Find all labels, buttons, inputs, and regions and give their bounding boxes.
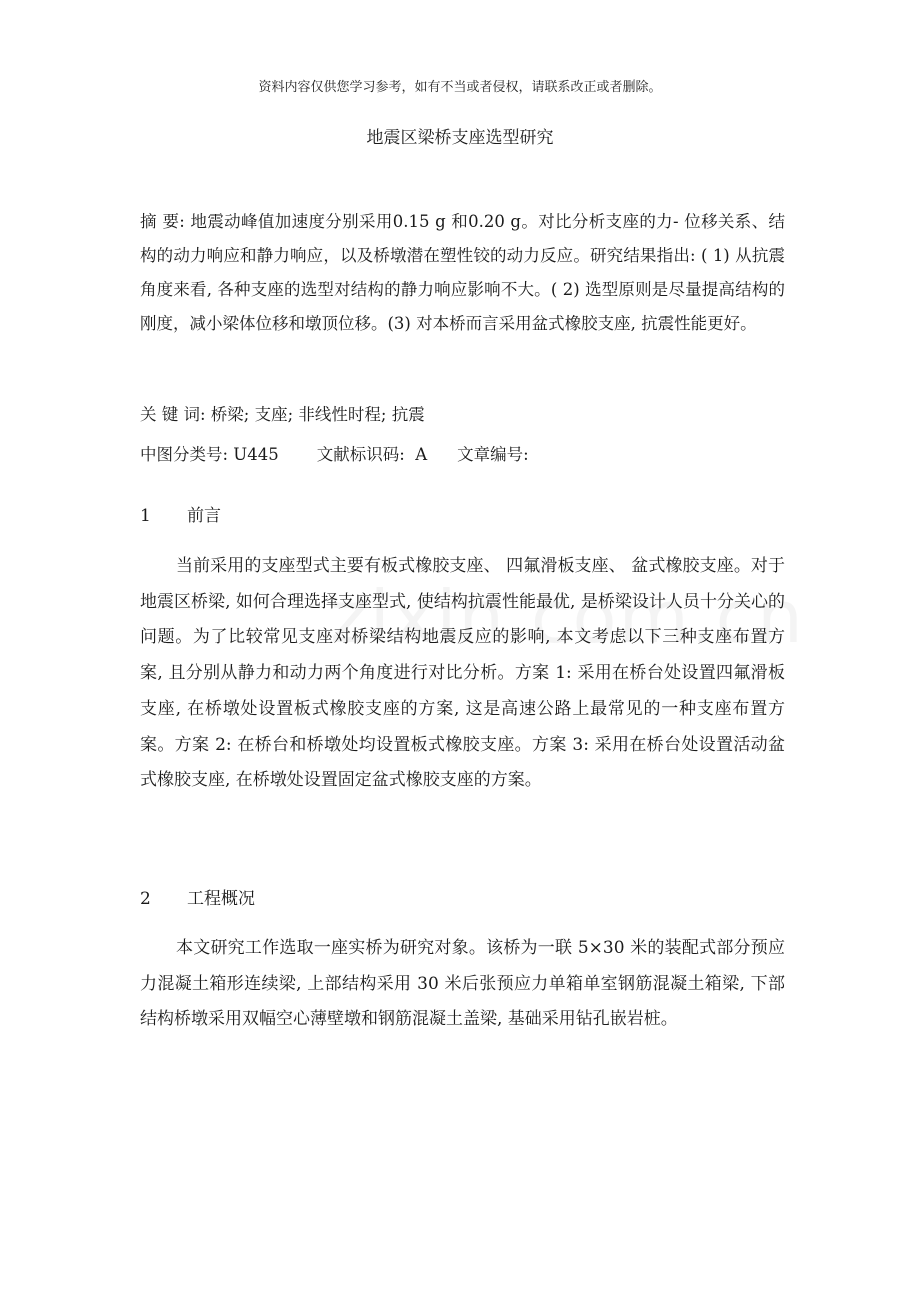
section-2-paragraph: 本文研究工作选取一座实桥为研究对象。该桥为一联 5×30 米的装配式部分预应力混凝土箱形连续梁, 上部结构采用 30 米后张预应力单箱单室钢筋混凝土箱梁, 下部结构桥墩采用双幅空心薄壁墩和钢筋混凝土盖梁, 基础采用钻孔嵌岩桩。 — [140, 938, 785, 1030]
article-number: 文章编号: — [457, 445, 529, 464]
keywords: 关 键 词: 桥梁; 支座; 非线性时程; 抗震 — [140, 405, 425, 424]
section-1-paragraph: 当前采用的支座型式主要有板式橡胶支座、 四氟滑板支座、 盆式橡胶支座。对于地震区桥梁, 如何合理选择支座型式, 使结构抗震性能最优, 是桥梁设计人员十分关心的问题。为了比较常见支座对桥梁结构地震反应的影响, 本文考虑以下三种支座布置方案, 且分别从静力和动力两个角度进行对比分析。方案 1: 采用在桥台处设置四氟滑板支座, 在桥墩处设置板式橡胶支座的方案, 这是高速公路上最常见的一种支座布置方案。方案 2: 在桥台和桥墩处均设置板式橡胶支座。方案 3: 采用在桥台处设置活动盆式橡胶支座, 在桥墩处设置固定盆式橡胶支座的方案。 — [140, 556, 785, 791]
section-number: 1 — [140, 506, 151, 526]
abstract: 摘 要: 地震动峰值加速度分别采用0.15 g 和0.20 g。对比分析支座的力- 位移关系、结构的动力响应和静力响应，以及桥墩潜在塑性铰的动力反应。研究结果指出: ( 1) 从抗震角度来看, 各种支座的选型对结构的静力响应影响不大。( 2) 选型原则是尽量提高结构的刚度，减小梁体位移和墩顶位移。(3) 对本桥而言采用盆式橡胶支座, 抗震性能更好。 — [140, 212, 785, 333]
document-title: 地震区梁桥支座选型研究 — [366, 128, 554, 148]
document-code: 文献标识码: A — [316, 445, 428, 464]
header-disclaimer: 资料内容仅供您学习参考，如有不当或者侵权，请联系改正或者删除。 — [258, 80, 662, 95]
section-title: 工程概况 — [187, 889, 255, 909]
clc-number: 中图分类号: U445 — [140, 445, 279, 464]
section-heading-1 — [140, 501, 221, 531]
section-heading-2 — [140, 884, 255, 914]
section-title: 前言 — [187, 506, 221, 526]
classification-line — [140, 440, 785, 470]
section-number: 2 — [140, 889, 151, 909]
